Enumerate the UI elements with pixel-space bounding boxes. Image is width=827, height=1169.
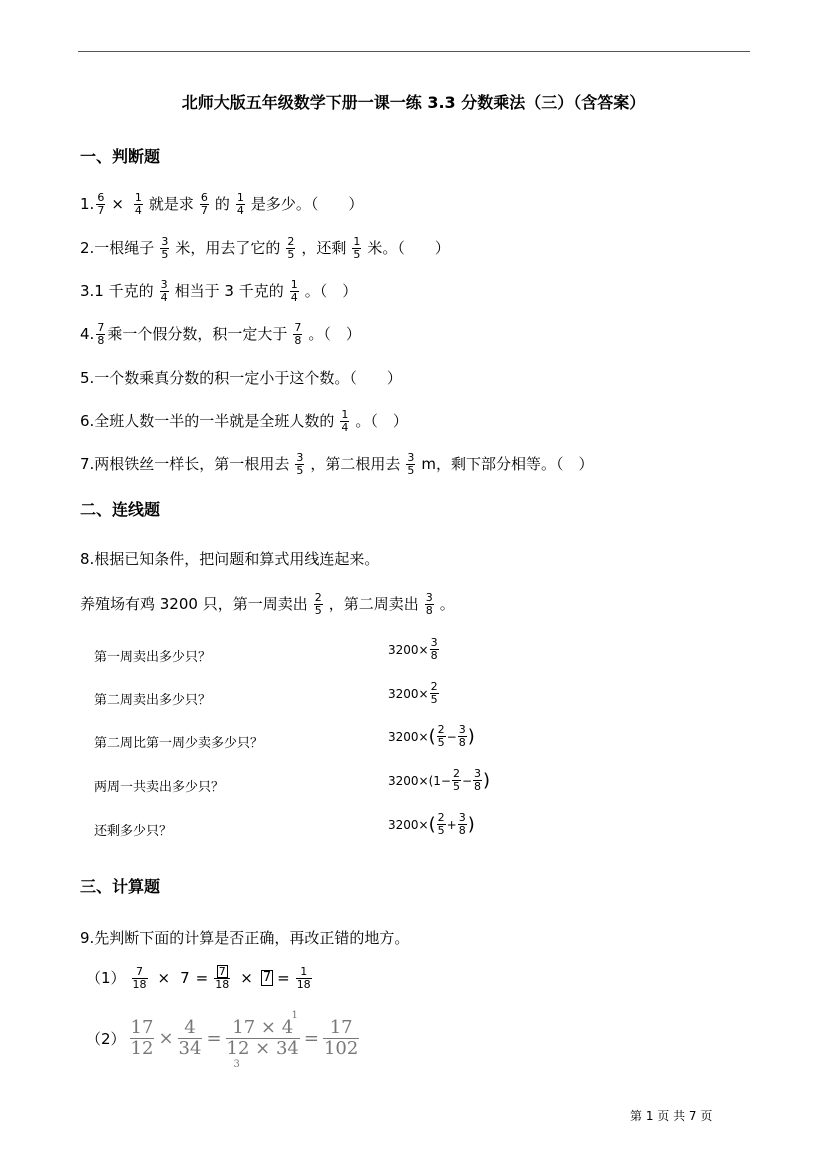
fraction: $\frac{2}{5}$ bbox=[452, 767, 460, 793]
fraction: $\frac{6}{7}$ bbox=[200, 190, 208, 217]
question-text: ，还剩 bbox=[301, 239, 347, 257]
fraction: $\frac{3}{4}$ bbox=[160, 277, 168, 304]
fraction: $\frac{4}{34}$ bbox=[178, 1017, 202, 1059]
paren: (1− bbox=[428, 773, 451, 788]
question-8 bbox=[80, 545, 379, 573]
fraction: $\frac{17}{102}$ bbox=[323, 1017, 359, 1059]
fraction: $\frac{7}{8}$ bbox=[294, 320, 302, 347]
question-text: 。（ ） bbox=[308, 325, 361, 343]
match-question-2: 第二周卖出多少只？ bbox=[94, 693, 212, 708]
question-text: 9.先判断下面的计算是否正确，再改正错的地方。 bbox=[80, 929, 410, 947]
cancel-note: 3 bbox=[233, 1059, 240, 1070]
question-text: 6.全班人数一半的一半就是全班人数的 bbox=[80, 412, 335, 430]
formula-base: 3200× bbox=[388, 773, 429, 788]
question-3 bbox=[80, 277, 357, 305]
question-text: 米，用去了它的 bbox=[175, 239, 281, 257]
fraction: $\frac{1}{18}$ bbox=[296, 964, 311, 991]
fraction: $\frac{3}{8}$ bbox=[458, 723, 466, 749]
given-conditions bbox=[80, 590, 455, 618]
fraction: $\frac{3}{8}$ bbox=[425, 590, 433, 617]
fraction: $\frac{2}{5}$ bbox=[437, 811, 445, 837]
fraction: $\frac{6}{7}$ bbox=[97, 190, 105, 217]
page-title: 北师大版五年级数学下册一课一练 3.3 分数乘法（三）（含答案） bbox=[181, 93, 646, 112]
question-text: m，剩下部分相等。（ ） bbox=[421, 455, 594, 473]
fraction-with-cancellation: 17 × 4 12 × 34 1 3 bbox=[226, 1018, 300, 1059]
paren: ) bbox=[467, 813, 475, 835]
question-4 bbox=[80, 320, 361, 348]
match-question-5: 还剩多少只？ bbox=[94, 824, 173, 839]
section-heading-calculation: 三、计算题 bbox=[80, 877, 161, 896]
question-text: 的 bbox=[214, 195, 230, 213]
header-rule bbox=[78, 51, 750, 52]
calc-2 bbox=[86, 1010, 363, 1070]
question-text: 。（ ） bbox=[304, 282, 358, 300]
operator: − bbox=[446, 729, 457, 744]
fraction: $\frac{2}{5}$ bbox=[430, 680, 438, 706]
fraction: $\frac{1}{4}$ bbox=[236, 190, 244, 217]
match-formula-4 bbox=[388, 768, 490, 793]
fraction: $\frac{3}{5}$ bbox=[296, 450, 304, 477]
equals-sign: = bbox=[303, 1028, 319, 1049]
paren: ) bbox=[483, 769, 491, 791]
fraction: $\frac{1}{5}$ bbox=[353, 234, 361, 261]
question-text: 。（ ） bbox=[355, 412, 408, 430]
paren: ( bbox=[428, 725, 436, 747]
operator: + bbox=[446, 817, 457, 832]
question-text: 8.根据已知条件，把问题和算式用线连起来。 bbox=[80, 550, 380, 568]
fraction: $\frac{17}{12}$ bbox=[130, 1017, 154, 1059]
question-9 bbox=[80, 924, 409, 952]
fraction: $\frac{1}{4}$ bbox=[290, 277, 298, 304]
calc-label: （1） bbox=[86, 969, 126, 987]
fraction: $\frac{7}{8}$ bbox=[97, 320, 105, 347]
question-text: 养殖场有鸡 3200 只，第一周卖出 bbox=[80, 595, 308, 613]
question-6 bbox=[80, 407, 408, 435]
equals-sign: = bbox=[277, 969, 290, 987]
page-footer: 第 1 页 共 7 页 bbox=[630, 1109, 713, 1123]
section-heading-matching: 二、连线题 bbox=[80, 500, 161, 519]
fraction: $\frac{1}{4}$ bbox=[134, 190, 142, 217]
cancel-note: 1 bbox=[291, 1010, 298, 1021]
question-text: 米。（ ） bbox=[367, 239, 450, 257]
operator: − bbox=[461, 773, 473, 788]
formula-base: 3200× bbox=[388, 642, 429, 657]
question-text: 就是求 bbox=[148, 195, 194, 213]
paren: ) bbox=[467, 725, 475, 747]
fraction: $\frac{1}{4}$ bbox=[341, 407, 349, 434]
paren: ( bbox=[428, 813, 436, 835]
question-7 bbox=[80, 450, 593, 478]
question-text: ，第二周卖出 bbox=[328, 595, 419, 613]
match-formula-2 bbox=[388, 681, 440, 706]
match-question-3: 第二周比第一周少卖多少只？ bbox=[94, 736, 264, 751]
fraction: $\frac{2}{5}$ bbox=[314, 590, 322, 617]
boxed-number: 7 bbox=[262, 970, 272, 985]
fraction: $\frac{3}{8}$ bbox=[458, 811, 466, 837]
equals-sign: = bbox=[206, 1028, 222, 1049]
number: 7 bbox=[180, 969, 190, 987]
question-1 bbox=[80, 190, 363, 218]
match-formula-1 bbox=[388, 637, 440, 662]
question-text: 。 bbox=[439, 595, 455, 613]
times-sign: × bbox=[157, 969, 171, 987]
fraction: $\frac{2}{5}$ bbox=[437, 723, 445, 749]
match-question-1: 第一周卖出多少只？ bbox=[94, 650, 212, 665]
question-text: 2.一根绳子 bbox=[80, 239, 155, 257]
fraction: $\frac{3}{8}$ bbox=[474, 767, 482, 793]
formula-base: 3200× bbox=[388, 817, 429, 832]
question-text: ，第二根用去 bbox=[310, 455, 401, 473]
equals-sign: = bbox=[195, 969, 209, 987]
match-formula-5 bbox=[388, 812, 475, 837]
question-number: 4. bbox=[80, 325, 95, 343]
formula-base: 3200× bbox=[388, 686, 429, 701]
times-sign: × bbox=[158, 1028, 174, 1049]
question-text: 相当于 3 千克的 bbox=[174, 282, 284, 300]
fraction: $\frac{3}{5}$ bbox=[161, 234, 169, 261]
section-heading-judgement: 一、判断题 bbox=[80, 147, 161, 166]
fraction: $\frac{3}{5}$ bbox=[407, 450, 415, 477]
fraction: $\frac{7}{18}$ bbox=[215, 965, 230, 991]
times-sign: × bbox=[111, 195, 124, 213]
calc-1 bbox=[86, 964, 318, 992]
question-text: 7.两根铁丝一样长，第一根用去 bbox=[80, 455, 290, 473]
fraction: $\frac{2}{5}$ bbox=[287, 234, 295, 261]
fraction: $\frac{7}{18}$ bbox=[132, 964, 147, 991]
question-text: 3.1 千克的 bbox=[80, 282, 154, 300]
question-number: 1. bbox=[80, 195, 95, 213]
question-5 bbox=[80, 364, 402, 392]
match-question-4: 两周一共卖出多少只？ bbox=[94, 780, 225, 795]
times-sign: × bbox=[240, 969, 253, 987]
question-text: 是多少。（ ） bbox=[250, 195, 364, 213]
calc-2-expression bbox=[126, 1010, 364, 1070]
formula-base: 3200× bbox=[388, 729, 429, 744]
calc-label: （2） bbox=[86, 1030, 126, 1048]
question-text: 5.一个数乘真分数的积一定小于这个数。（ ） bbox=[80, 369, 402, 387]
question-text: 乘一个假分数，积一定大于 bbox=[107, 325, 288, 343]
fraction: $\frac{3}{8}$ bbox=[430, 636, 438, 662]
question-2 bbox=[80, 234, 450, 262]
match-formula-3 bbox=[388, 724, 475, 749]
